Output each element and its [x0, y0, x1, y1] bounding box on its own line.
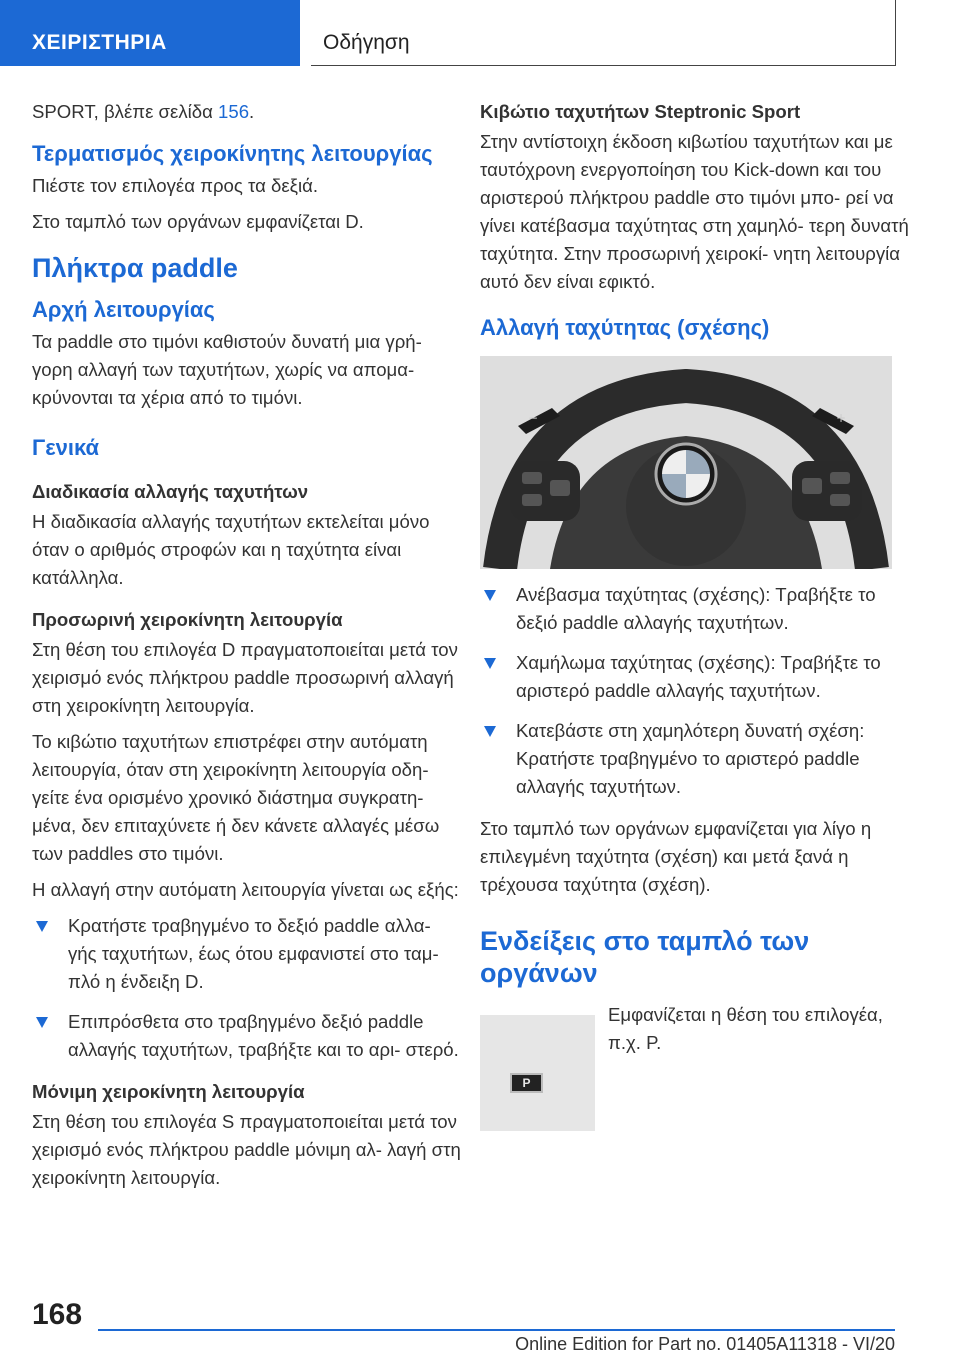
display-example — [480, 1001, 910, 1161]
page-link[interactable]: 156 — [218, 101, 250, 122]
chapter-title: Οδήγηση — [311, 0, 896, 66]
heading-general: Γενικά — [32, 435, 100, 460]
list-item: Χαμήλωμα ταχύτητας (σχέσης): Τραβήξτε το αριστερό paddle αλλαγής ταχυτήτων. — [480, 649, 910, 705]
paragraph-display: Εμφανίζεται η θέση του επιλογέα, π.χ. P. — [608, 1004, 883, 1053]
heading-temp-manual: Προσωρινή χειροκίνητη λειτουργία — [32, 609, 343, 630]
paragraph-end-manual-2: Στο ταμπλό των οργάνων εμφανίζεται D. — [32, 211, 364, 232]
selector-position-indicator: P — [510, 1073, 543, 1093]
section-tab: ΧΕΙΡΙΣΤΗΡΙΑ — [0, 0, 300, 66]
footer-divider — [98, 1329, 895, 1331]
list-item: Επιπρόσθετα στο τραβηγμένο δεξιό paddle αλλαγής ταχυτήτων, τραβήξτε και το αρι- στερό. — [32, 1008, 462, 1064]
intro-paragraph: SPORT, βλέπε σελίδα 156. — [32, 101, 255, 122]
instrument-display-illustration — [480, 1015, 595, 1131]
triangle-bullet-icon — [484, 658, 496, 669]
heading-principle: Αρχή λειτουργίας — [32, 297, 215, 322]
paragraph-temp-2: Το κιβώτιο ταχυτήτων επιστρέφει στην αυτόματη λειτουργία, όταν στη χειροκίνητη λειτουργία οδη- γείτε ένα ορισμένο χρονικό διάστημα συγκρατη- μένα, δεν επιταχύνετε ή δεν κάνετε αλλαγές μέσω των paddles στο τιμόνι. — [32, 731, 440, 864]
heading-steptronic-sport: Κιβώτιο ταχυτήτων Steptronic Sport — [480, 101, 801, 122]
footer-edition: Online Edition for Part no. 01405A11318 - VI/20 — [515, 1334, 895, 1354]
steering-wheel-illustration — [480, 356, 892, 569]
paragraph-principle: Τα paddle στο τιμόνι καθιστούν δυνατή μια γρή- γορη αλλαγή των ταχυτήτων, χωρίς να απομα- κρύνονται τα χέρια από το τιμόνι. — [32, 331, 422, 408]
paragraph-temp-3: Η αλλαγή στην αυτόματη λειτουργία γίνεται ως εξής: — [32, 879, 459, 900]
page-number: 168 — [32, 1298, 83, 1331]
left-bullet-list — [32, 912, 462, 1064]
heading-instrument-display: Ενδείξεις στο ταμπλό των οργάνων — [480, 926, 810, 988]
triangle-bullet-icon — [484, 590, 496, 601]
triangle-bullet-icon — [36, 1017, 48, 1028]
paragraph-gear-change: Στο ταμπλό των οργάνων εμφανίζεται για λίγο η επιλεγμένη ταχύτητα (σχέση) και μετά ξανά η τρέχουσα ταχύτητα (σχέση). — [480, 818, 872, 895]
heading-perm-manual: Μόνιμη χειροκίνητη λειτουργία — [32, 1081, 305, 1102]
right-column — [480, 98, 910, 1161]
heading-end-manual: Τερματισμός χειροκίνητης λειτουργίας — [32, 141, 433, 166]
paragraph-process: Η διαδικασία αλλαγής ταχυτήτων εκτελείται μόνο όταν ο αριθμός στροφών και η ταχύτητα είναι κατάλληλα. — [32, 511, 430, 588]
triangle-bullet-icon — [484, 726, 496, 737]
triangle-bullet-icon — [36, 921, 48, 932]
svg-text:−: − — [528, 411, 539, 425]
right-bullet-list — [480, 581, 910, 801]
steering-wheel-graphic — [480, 356, 892, 569]
heading-gear-change: Αλλαγή ταχύτητας (σχέσης) — [480, 315, 770, 340]
page-header — [0, 0, 960, 66]
heading-process: Διαδικασία αλλαγής ταχυτήτων — [32, 481, 309, 502]
paragraph-perm: Στη θέση του επιλογέα S πραγματοποιείται μετά τον χειρισμό ενός πλήκτρου paddle μόνιμη αλ- λαγή στη χειροκίνητη λειτουργία. — [32, 1111, 461, 1188]
list-item: Κατεβάστε στη χαμηλότερη δυνατή σχέση: Κρατήστε τραβηγμένο το αριστερό paddle αλλαγής ταχυτήτων. — [480, 717, 910, 801]
paragraph-temp-1: Στη θέση του επιλογέα D πραγματοποιείται μετά τον χειρισμό ενός πλήκτρου paddle προσωρινή αλλαγή στη χειροκίνητη λειτουργία. — [32, 639, 458, 716]
paragraph-end-manual-1: Πιέστε τον επιλογέα προς τα δεξιά. — [32, 175, 318, 196]
heading-paddle: Πλήκτρα paddle — [32, 253, 238, 283]
list-item: Ανέβασμα ταχύτητας (σχέσης): Τραβήξτε το δεξιό paddle αλλαγής ταχυτήτων. — [480, 581, 910, 637]
left-column — [32, 98, 462, 1200]
svg-text:+: + — [836, 411, 847, 425]
paragraph-steptronic-sport: Στην αντίστοιχη έκδοση κιβωτίου ταχυτήτων και με ταυτόχρονη ενεργοποίηση του Kick-down και του αριστερού πλήκτρου paddle στο τιμόνι μπο- ρεί να γίνει κατέβασμα ταχύτητας στη χαμηλό- τερη δυνατή ταχύτητα. Στην προσωρινή χειροκί- νητη λειτουργία αυτό δεν είναι εφικτό. — [480, 131, 909, 292]
list-item: Κρατήστε τραβηγμένο το δεξιό paddle αλλα- γής ταχυτήτων, έως ότου εμφανιστεί στο ταμ- πλό η ένδειξη D. — [32, 912, 462, 996]
